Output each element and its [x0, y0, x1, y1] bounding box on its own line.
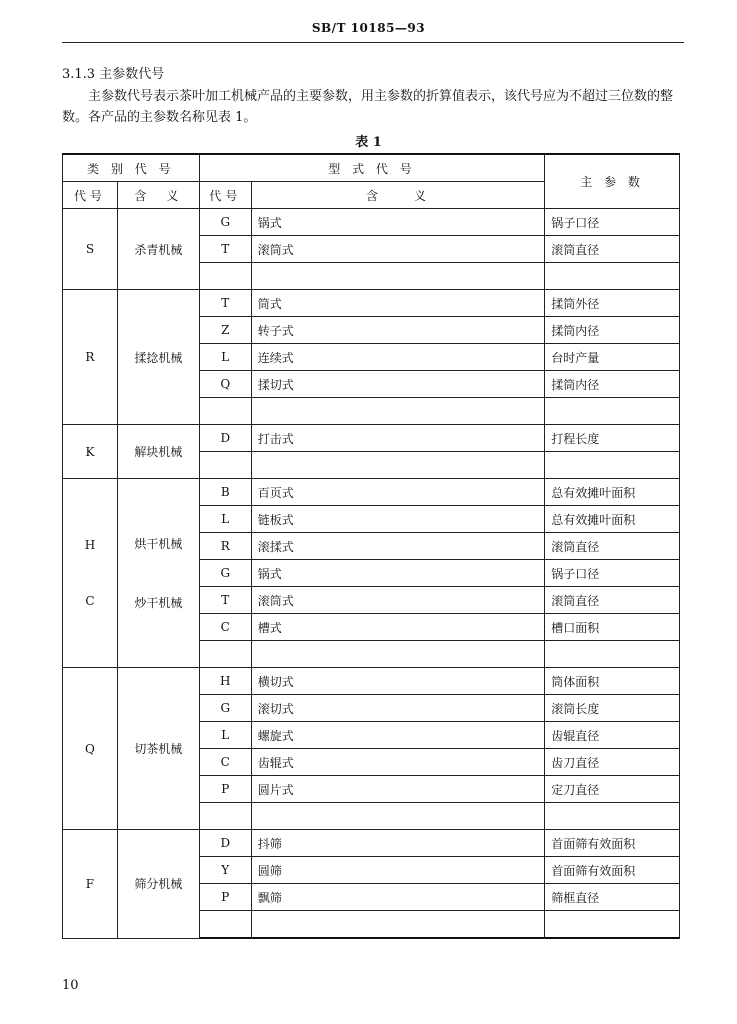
type-name-cell: 螺旋式: [251, 722, 544, 749]
param-cell: 滚筒直径: [545, 236, 680, 263]
param-cell: 锅子口径: [545, 560, 680, 587]
category-code-cell: F: [63, 830, 118, 939]
param-cell: 定刀直径: [545, 776, 680, 803]
param-cell: 总有效摊叶面积: [545, 506, 680, 533]
type-code-cell: T: [199, 290, 251, 317]
param-cell: 台时产量: [545, 344, 680, 371]
param-cell: 总有效摊叶面积: [545, 479, 680, 506]
param-cell: [545, 641, 680, 668]
type-code-cell: [199, 803, 251, 830]
category-code-cell: S: [63, 209, 118, 290]
type-code-cell: L: [199, 506, 251, 533]
param-cell: [545, 911, 680, 939]
table-row: [63, 209, 680, 236]
param-cell: 齿辊直径: [545, 722, 680, 749]
type-code-header: 代号: [199, 182, 251, 209]
param-cell: 锅子口径: [545, 209, 680, 236]
category-name-cell: 切茶机械: [117, 668, 199, 830]
type-name-cell: [251, 263, 544, 290]
type-header: 型 式 代 号: [199, 154, 544, 182]
table-row: [63, 830, 680, 857]
param-cell: 揉筒内径: [545, 371, 680, 398]
type-name-cell: 齿辊式: [251, 749, 544, 776]
category-name-cell: 筛分机械: [117, 830, 199, 939]
type-name-cell: 横切式: [251, 668, 544, 695]
meaning-header: 含 义: [117, 182, 199, 209]
parameter-table: [62, 153, 680, 939]
type-meaning-header: 含 义: [251, 182, 544, 209]
table-caption: 表 1: [355, 135, 382, 150]
type-code-cell: H: [199, 668, 251, 695]
type-name-cell: 圆片式: [251, 776, 544, 803]
type-code-cell: P: [199, 884, 251, 911]
type-code-cell: T: [199, 587, 251, 614]
type-code-cell: [199, 641, 251, 668]
type-code-cell: L: [199, 722, 251, 749]
type-name-cell: [251, 911, 544, 939]
param-cell: 首面筛有效面积: [545, 830, 680, 857]
type-name-cell: 筒式: [251, 290, 544, 317]
type-code-cell: [199, 911, 251, 939]
param-cell: 齿刀直径: [545, 749, 680, 776]
type-code-cell: Q: [199, 371, 251, 398]
type-name-cell: 转子式: [251, 317, 544, 344]
category-code-cell: Q: [63, 668, 118, 830]
category-code-cell: H C: [63, 479, 118, 668]
param-cell: 滚筒长度: [545, 695, 680, 722]
type-name-cell: 链板式: [251, 506, 544, 533]
type-name-cell: 滚切式: [251, 695, 544, 722]
type-name-cell: 连续式: [251, 344, 544, 371]
type-code-cell: G: [199, 209, 251, 236]
table-row: [63, 479, 680, 506]
type-code-cell: C: [199, 614, 251, 641]
type-code-cell: [199, 452, 251, 479]
table-body: [63, 209, 680, 939]
type-name-cell: [251, 452, 544, 479]
param-cell: 揉筒外径: [545, 290, 680, 317]
param-cell: [545, 263, 680, 290]
table-row: [63, 290, 680, 317]
param-cell: 滚筒直径: [545, 533, 680, 560]
type-name-cell: 飘筛: [251, 884, 544, 911]
param-cell: 槽口面积: [545, 614, 680, 641]
param-cell: [545, 452, 680, 479]
standard-number-header: SB/T 10185—93: [311, 21, 426, 35]
param-header: 主 参 数: [545, 154, 680, 209]
type-name-cell: 揉切式: [251, 371, 544, 398]
category-name-cell: 解块机械: [117, 425, 199, 479]
type-name-cell: 锅式: [251, 209, 544, 236]
type-code-cell: G: [199, 695, 251, 722]
header-rule: [62, 42, 684, 43]
param-cell: [545, 803, 680, 830]
param-cell: 滚筒直径: [545, 587, 680, 614]
param-cell: 首面筛有效面积: [545, 857, 680, 884]
type-name-cell: 滚揉式: [251, 533, 544, 560]
type-name-cell: 圆筛: [251, 857, 544, 884]
category-name-cell: 揉捻机械: [117, 290, 199, 425]
type-code-cell: L: [199, 344, 251, 371]
category-name-cell: 烘干机械 炒干机械: [117, 479, 199, 668]
type-code-cell: D: [199, 425, 251, 452]
type-code-cell: T: [199, 236, 251, 263]
page-number: 10: [62, 978, 79, 993]
param-cell: 筒体面积: [545, 668, 680, 695]
table-row: [63, 425, 680, 452]
body-paragraph: 主参数代号表示茶叶加工机械产品的主要参数，用主参数的折算值表示，该代号应为不超过三位数的整数。各产品的主参数名称见表 1。: [62, 89, 674, 125]
type-name-cell: 滚筒式: [251, 236, 544, 263]
type-code-cell: [199, 263, 251, 290]
type-code-cell: Y: [199, 857, 251, 884]
param-cell: 筛框直径: [545, 884, 680, 911]
type-name-cell: 槽式: [251, 614, 544, 641]
section-heading: 3.1.3 主参数代号: [62, 67, 165, 82]
type-code-cell: Z: [199, 317, 251, 344]
type-name-cell: 锅式: [251, 560, 544, 587]
category-name-cell: 杀青机械: [117, 209, 199, 290]
code-header: 代号: [63, 182, 118, 209]
type-code-cell: G: [199, 560, 251, 587]
param-cell: [545, 398, 680, 425]
category-code-cell: R: [63, 290, 118, 425]
param-cell: 打程长度: [545, 425, 680, 452]
type-name-cell: [251, 641, 544, 668]
type-code-cell: C: [199, 749, 251, 776]
type-code-cell: D: [199, 830, 251, 857]
type-code-cell: R: [199, 533, 251, 560]
type-name-cell: 百页式: [251, 479, 544, 506]
category-code-cell: K: [63, 425, 118, 479]
category-header: 类 别 代 号: [63, 154, 200, 182]
type-code-cell: P: [199, 776, 251, 803]
param-cell: 揉筒内径: [545, 317, 680, 344]
type-name-cell: 打击式: [251, 425, 544, 452]
type-code-cell: [199, 398, 251, 425]
type-name-cell: 滚筒式: [251, 587, 544, 614]
type-name-cell: 抖筛: [251, 830, 544, 857]
type-code-cell: B: [199, 479, 251, 506]
table-row: [63, 668, 680, 695]
type-name-cell: [251, 803, 544, 830]
type-name-cell: [251, 398, 544, 425]
